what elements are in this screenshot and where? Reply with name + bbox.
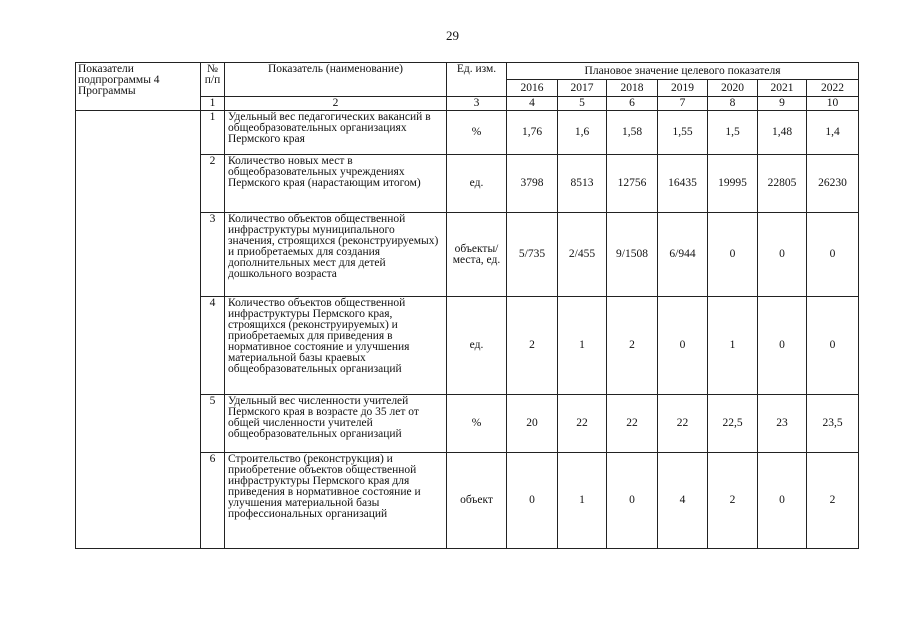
row-value: 0 (807, 213, 859, 297)
header-indicators: Показатели подпрограммы 4 Программы (76, 63, 201, 111)
row-value: 2 (807, 453, 859, 549)
row-value: 1 (558, 453, 607, 549)
row-value: 0 (807, 297, 859, 395)
index-cell: 10 (807, 97, 859, 111)
row-value: 22 (607, 395, 658, 453)
row-name: Строительство (реконструкция) и приобретение объектов общественной инфраструктуры Пермского края для приведения в нормативное состояние и улучшения материальной базы профессиональных организаций (225, 453, 447, 549)
row-value: 23,5 (807, 395, 859, 453)
row-num: 3 (201, 213, 225, 297)
row-value: 22 (558, 395, 607, 453)
row-value: 1,6 (558, 111, 607, 155)
index-cell: 7 (658, 97, 708, 111)
row-value: 9/1508 (607, 213, 658, 297)
row-unit: % (447, 111, 507, 155)
row-value: 5/735 (507, 213, 558, 297)
row-num: 1 (201, 111, 225, 155)
row-value: 26230 (807, 155, 859, 213)
header-name: Показатель (наименование) (225, 63, 447, 97)
row-unit: % (447, 395, 507, 453)
row-value: 0 (758, 297, 807, 395)
row-unit: объект (447, 453, 507, 549)
row-value: 12756 (607, 155, 658, 213)
index-cell: 4 (507, 97, 558, 111)
row-value: 1,58 (607, 111, 658, 155)
row-name: Количество объектов общественной инфраструктуры Пермского края, строящихся (реконструируемых) и приобретаемых для приведения в нормативное состояние и улучшения материальной базы краевых общеобразовательных организаций (225, 297, 447, 395)
header-num: № п/п (201, 63, 225, 97)
row-num: 2 (201, 155, 225, 213)
row-num: 6 (201, 453, 225, 549)
row-value: 2 (708, 453, 758, 549)
row-value: 16435 (658, 155, 708, 213)
year-cell: 2016 (507, 80, 558, 97)
row-value: 0 (507, 453, 558, 549)
year-cell: 2021 (758, 80, 807, 97)
header-plan: Плановое значение целевого показателя (507, 63, 859, 80)
row-value: 1,48 (758, 111, 807, 155)
row-value: 2 (607, 297, 658, 395)
page-number: 29 (446, 28, 459, 43)
index-cell: 8 (708, 97, 758, 111)
header-unit: Ед. изм. (447, 63, 507, 97)
row-value: 1 (558, 297, 607, 395)
row-value: 1,4 (807, 111, 859, 155)
year-cell: 2019 (658, 80, 708, 97)
year-cell: 2022 (807, 80, 859, 97)
row-value: 0 (607, 453, 658, 549)
row-value: 19995 (708, 155, 758, 213)
row-value: 1 (708, 297, 758, 395)
row-value: 0 (658, 297, 708, 395)
row-value: 1,76 (507, 111, 558, 155)
row-num: 4 (201, 297, 225, 395)
row-name: Удельный вес численности учителей Пермского края в возрасте до 35 лет от общей численности учителей общеобразовательных организаций (225, 395, 447, 453)
indicators-blank-cell (76, 111, 201, 549)
row-num: 5 (201, 395, 225, 453)
row-name: Удельный вес педагогических вакансий в общеобразовательных организациях Пермского края (225, 111, 447, 155)
year-cell: 2018 (607, 80, 658, 97)
row-name: Количество объектов общественной инфраструктуры муниципального значения, строящихся (реконструируемых) и приобретаемых для создания дополнительных мест для детей дошкольного возраста (225, 213, 447, 297)
index-cell: 1 (201, 97, 225, 111)
indicators-table (75, 62, 859, 549)
row-value: 3798 (507, 155, 558, 213)
row-value: 0 (758, 453, 807, 549)
row-value: 1,55 (658, 111, 708, 155)
row-value: 0 (758, 213, 807, 297)
row-value: 2/455 (558, 213, 607, 297)
index-cell: 9 (758, 97, 807, 111)
year-cell: 2020 (708, 80, 758, 97)
index-cell: 5 (558, 97, 607, 111)
row-value: 0 (708, 213, 758, 297)
row-value: 6/944 (658, 213, 708, 297)
index-cell: 3 (447, 97, 507, 111)
row-value: 22 (658, 395, 708, 453)
year-cell: 2017 (558, 80, 607, 97)
row-value: 4 (658, 453, 708, 549)
row-name: Количество новых мест в общеобразовательных учреждениях Пермского края (нарастающим итогом) (225, 155, 447, 213)
row-value: 22805 (758, 155, 807, 213)
row-unit: ед. (447, 155, 507, 213)
table-row (76, 111, 859, 155)
row-unit: объекты/ места, ед. (447, 213, 507, 297)
index-cell: 2 (225, 97, 447, 111)
row-value: 23 (758, 395, 807, 453)
row-value: 22,5 (708, 395, 758, 453)
row-value: 20 (507, 395, 558, 453)
row-value: 2 (507, 297, 558, 395)
row-unit: ед. (447, 297, 507, 395)
row-value: 8513 (558, 155, 607, 213)
index-cell: 6 (607, 97, 658, 111)
row-value: 1,5 (708, 111, 758, 155)
